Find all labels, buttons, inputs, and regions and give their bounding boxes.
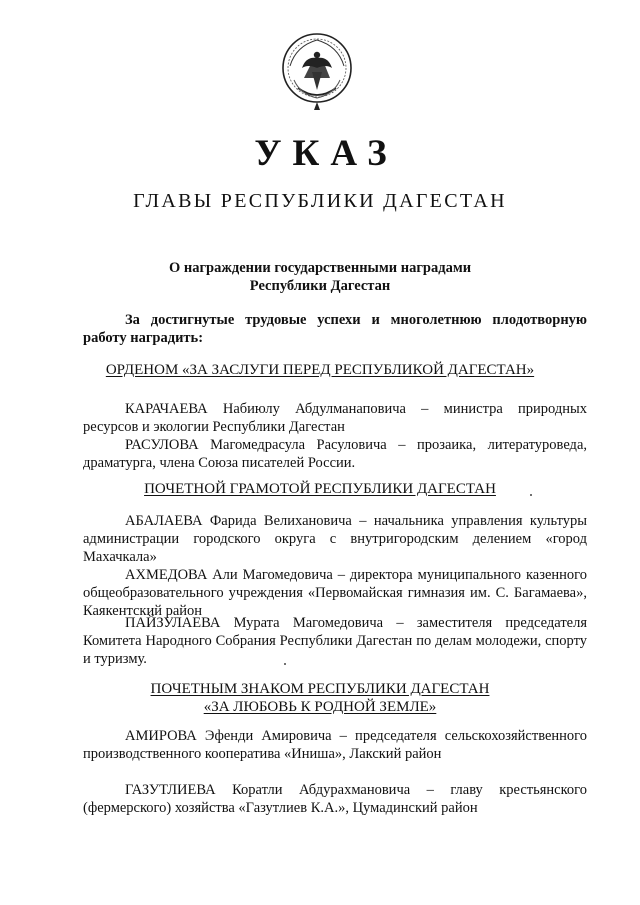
topic-line-1: О награждении государственными наградами (168, 260, 472, 276)
award-entry: АБАЛАЕВА Фарида Велихановича – начальника управления культуры администрации городского округа с внутригородским делением «город Махачкала» (83, 513, 587, 565)
scan-speck (284, 663, 286, 665)
dagestan-coat-of-arms-icon (276, 28, 358, 114)
scan-speck (530, 494, 532, 496)
award-entry: КАРАЧАЕВА Набиюлу Абдулманаповича – министра природных ресурсов и экологии Республики Дагестан (83, 401, 587, 435)
award-entry: ПАЙЗУЛАЕВА Мурата Магомедовича – заместителя председателя Комитета Народного Собрания Республики Дагестан по делам молодежи, спорту и туризму. (83, 615, 587, 667)
decree-topic (0, 259, 640, 295)
award-heading-znak (0, 680, 640, 716)
award-heading-znak-line-2: «ЗА ЛЮБОВЬ К РОДНОЙ ЗЕМЛЕ» (203, 699, 437, 715)
award-entry: АХМЕДОВА Али Магомедовича – директора муниципального казенного общеобразовательного учреждения «Первомайская гимназия им. С. Багамаева», Каякентский район (83, 567, 587, 619)
award-heading-znak-line-1: ПОЧЕТНЫМ ЗНАКОМ РЕСПУБЛИКИ ДАГЕСТАН (150, 681, 490, 697)
topic-line-2: Республики Дагестан (249, 278, 391, 294)
award-heading-gramota: ПОЧЕТНОЙ ГРАМОТОЙ РЕСПУБЛИКИ ДАГЕСТАН (144, 481, 496, 497)
document-title: УКАЗ (254, 133, 398, 174)
document-subtitle: ГЛАВЫ РЕСПУБЛИКИ ДАГЕСТАН (133, 190, 507, 212)
award-entry: ГАЗУТЛИЕВА Коратли Абдурахмановича – главу крестьянского (фермерского) хозяйства «Газутлиев К.А.», Цумадинский район (83, 782, 587, 816)
award-heading-order: ОРДЕНОМ «ЗА ЗАСЛУГИ ПЕРЕД РЕСПУБЛИКОЙ ДАГЕСТАН» (105, 362, 535, 378)
decree-lead-paragraph: За достигнутые трудовые успехи и многолетнюю плодотворную работу наградить: (83, 312, 587, 346)
award-entry: АМИРОВА Эфенди Амировича – председателя сельскохозяйственного производственного кооператива «Иниша», Лакский район (83, 728, 587, 762)
award-entry: РАСУЛОВА Магомедрасула Расуловича – прозаика, литературоведа, драматурга, члена Союза писателей России. (83, 437, 587, 471)
